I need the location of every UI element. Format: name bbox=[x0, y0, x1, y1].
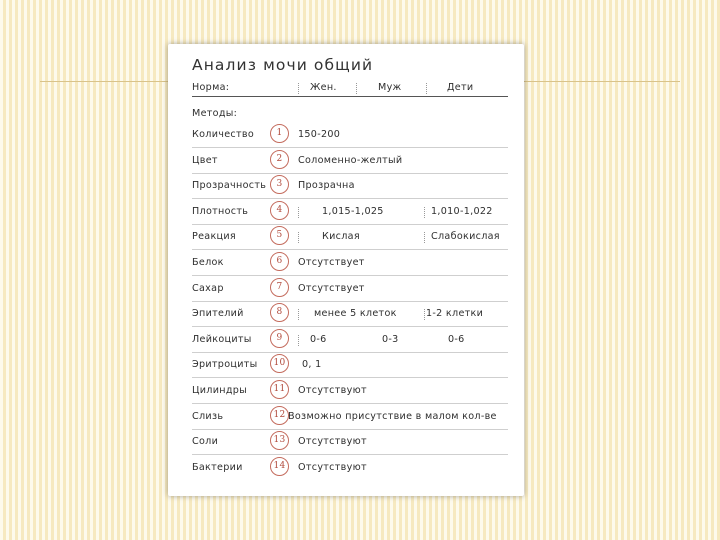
parameter-row bbox=[192, 455, 508, 480]
parameter-label: Эпителий bbox=[192, 308, 244, 320]
column-divider bbox=[298, 335, 299, 346]
parameter-value: Отсутствует bbox=[298, 282, 365, 294]
children-norm-value: 0-6 bbox=[448, 333, 465, 345]
number-circle: 1 bbox=[270, 124, 289, 143]
parameter-row bbox=[192, 404, 508, 430]
decorative-line-right bbox=[524, 81, 680, 82]
parameter-label: Белок bbox=[192, 257, 224, 268]
parameter-row bbox=[192, 122, 508, 148]
parameter-value: 150-200 bbox=[298, 129, 341, 140]
parameter-value: Отсутствуют bbox=[298, 385, 367, 396]
parameter-value: 0, 1 bbox=[302, 359, 322, 371]
number-circle: 3 bbox=[270, 175, 289, 194]
parameter-label: Плотность bbox=[192, 205, 249, 217]
parameter-value: Прозрачна bbox=[298, 180, 355, 192]
column-divider bbox=[424, 207, 425, 218]
adult-norm-value: Кислая bbox=[322, 231, 360, 243]
parameter-value: Отсутствуют bbox=[298, 436, 367, 448]
column-divider bbox=[426, 83, 427, 94]
parameter-row bbox=[192, 224, 508, 250]
parameter-label: Сахар bbox=[192, 282, 224, 294]
parameter-label: Количество bbox=[192, 129, 255, 140]
methods-heading bbox=[192, 104, 508, 122]
norma-men-label: Муж bbox=[378, 82, 402, 93]
number-circle: 4 bbox=[270, 201, 289, 220]
number-circle: 11 bbox=[270, 380, 289, 399]
methods-label: Методы: bbox=[192, 108, 238, 119]
decorative-line-left bbox=[40, 81, 168, 82]
number-circle: 10 bbox=[270, 354, 289, 373]
parameter-label: Цвет bbox=[192, 154, 218, 166]
column-divider bbox=[298, 232, 299, 243]
number-circle: 2 bbox=[270, 150, 289, 169]
parameter-row bbox=[192, 352, 508, 378]
parameter-value: Соломенно-желтый bbox=[298, 154, 403, 166]
norma-children-label: Дети bbox=[447, 82, 474, 93]
column-divider bbox=[356, 83, 357, 94]
women-norm-value: 0-6 bbox=[310, 333, 327, 345]
men-norm-value: 0-3 bbox=[382, 333, 399, 345]
number-circle: 7 bbox=[270, 278, 289, 297]
parameter-value: Возможно присутствие в малом кол-ве bbox=[288, 410, 497, 422]
number-circle: 14 bbox=[270, 457, 289, 476]
parameter-row bbox=[192, 173, 508, 199]
number-circle: 6 bbox=[270, 252, 289, 271]
parameter-label: Лейкоциты bbox=[192, 333, 252, 345]
children-norm-value: 1-2 клетки bbox=[426, 308, 484, 320]
parameter-label: Реакция bbox=[192, 231, 236, 243]
norma-label: Норма: bbox=[192, 82, 230, 93]
adult-norm-value: 1,015-1,025 bbox=[322, 205, 384, 217]
number-circle: 9 bbox=[270, 329, 289, 348]
parameter-label: Эритроциты bbox=[192, 359, 258, 371]
parameter-label: Прозрачность bbox=[192, 180, 267, 192]
parameter-label: Соли bbox=[192, 436, 219, 448]
parameter-row bbox=[192, 429, 508, 455]
column-divider bbox=[298, 83, 299, 94]
parameter-row bbox=[192, 327, 508, 353]
parameter-row bbox=[192, 148, 508, 174]
column-divider bbox=[298, 309, 299, 320]
parameter-row bbox=[192, 301, 508, 327]
number-circle: 12 bbox=[270, 406, 289, 425]
children-norm-value: Слабокислая bbox=[431, 231, 500, 243]
column-divider bbox=[424, 309, 425, 320]
column-divider bbox=[424, 232, 425, 243]
parameter-row bbox=[192, 378, 508, 404]
number-circle: 5 bbox=[270, 226, 289, 245]
card-title: Анализ мочи общий bbox=[192, 56, 374, 74]
parameter-value: Отсутствует bbox=[298, 257, 365, 268]
adult-norm-value: менее 5 клеток bbox=[314, 308, 397, 320]
number-circle: 13 bbox=[270, 431, 289, 450]
parameter-value: Отсутствуют bbox=[298, 461, 367, 473]
norma-women-label: Жен. bbox=[310, 82, 337, 93]
urinalysis-card bbox=[168, 44, 524, 496]
parameter-row bbox=[192, 276, 508, 302]
parameter-label: Цилиндры bbox=[192, 385, 248, 396]
parameter-row bbox=[192, 250, 508, 276]
norma-header-row bbox=[192, 78, 508, 97]
children-norm-value: 1,010-1,022 bbox=[431, 205, 493, 217]
number-circle: 8 bbox=[270, 303, 289, 322]
parameter-label: Слизь bbox=[192, 410, 224, 422]
column-divider bbox=[298, 207, 299, 218]
parameter-row bbox=[192, 199, 508, 225]
parameter-label: Бактерии bbox=[192, 461, 243, 473]
